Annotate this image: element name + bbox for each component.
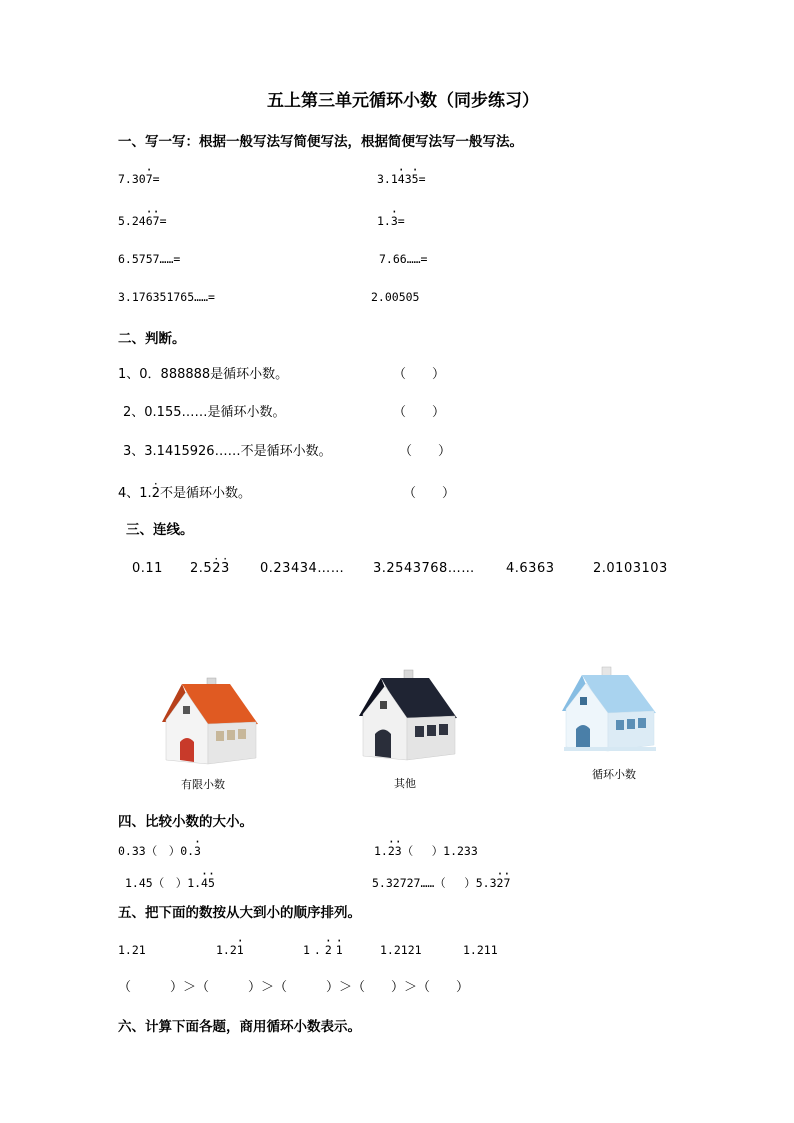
section4-heading: 四、比较小数的大小。	[118, 814, 253, 830]
section1-heading: 一、写一写：根据一般写法写简便写法，根据简便写法写一般写法。	[118, 134, 523, 150]
judge-item-4: 4、1.· 2不是循环小数。	[118, 482, 251, 501]
s1-item-4: 1.· 3=	[377, 214, 405, 228]
compare-item-2: 1.· 2· 3（ ）1.233	[374, 843, 478, 859]
judge-paren-4[interactable]: （ ）	[403, 486, 456, 501]
section3-heading: 三、连线。	[126, 522, 194, 538]
connect-number-2[interactable]: 2.5· 2· 3	[190, 561, 230, 576]
order-number-5: 1.211	[463, 943, 498, 957]
section2-heading: 二、判断。	[118, 331, 186, 347]
judge-item-2: 2、0.155……是循环小数。	[123, 405, 286, 420]
connect-number-4[interactable]: 3.2543768……	[373, 561, 475, 576]
s1-item-3: 5.24· 6· 7=	[118, 214, 167, 228]
house-other-icon[interactable]	[357, 668, 461, 768]
house-label-finite: 有限小数	[181, 778, 225, 791]
order-number-2: 1.2· 1	[216, 943, 244, 957]
s1-item-1: 7.30· 7=	[118, 172, 160, 186]
s1-item-2: 3.1· 43· 5=	[377, 172, 426, 186]
compare-item-4: 5.32727……（ ）5.3· 2· 7	[372, 875, 510, 891]
s1-item-7: 3.176351765……=	[118, 290, 215, 304]
judge-paren-3[interactable]: （ ）	[399, 444, 452, 459]
house-finite-icon[interactable]	[160, 676, 260, 772]
s1-item-5: 6.5757……=	[118, 252, 181, 266]
s1-item-8: 2.00505	[371, 290, 420, 304]
judge-item-1: 1、0．888888是循环小数。	[118, 367, 289, 382]
judge-item-3: 3、3.1415926……不是循环小数。	[123, 444, 332, 459]
house-label-other: 其他	[394, 777, 416, 790]
connect-number-5[interactable]: 4.6363	[506, 561, 555, 576]
s1-item-6: 7.66……=	[379, 252, 428, 266]
judge-paren-1[interactable]: （ ）	[393, 367, 446, 382]
house-repeating-icon[interactable]	[560, 665, 660, 757]
judge-paren-2[interactable]: （ ）	[393, 405, 446, 420]
compare-item-3: 1.45（ ）1.· 4· 5	[125, 875, 215, 891]
connect-number-6[interactable]: 2.0103103	[593, 561, 668, 576]
page-title: 五上第三单元循环小数（同步练习）	[267, 91, 539, 111]
connect-number-3[interactable]: 0.23434……	[260, 561, 345, 576]
order-answer-blanks[interactable]: （ ）＞（ ）＞（ ）＞（ ）＞（ ）	[118, 980, 470, 995]
house-label-repeating: 循环小数	[592, 768, 636, 781]
order-number-3: 1.· 2· 1	[303, 943, 347, 957]
order-number-4: 1.2121	[380, 943, 422, 957]
section5-heading: 五、把下面的数按从大到小的顺序排列。	[118, 905, 361, 921]
order-number-1: 1.21	[118, 943, 146, 957]
connect-number-1[interactable]: 0.11	[132, 561, 163, 576]
compare-item-1: 0.33（ ）0.· 3	[118, 843, 201, 859]
section6-heading: 六、计算下面各题，商用循环小数表示。	[118, 1019, 361, 1035]
